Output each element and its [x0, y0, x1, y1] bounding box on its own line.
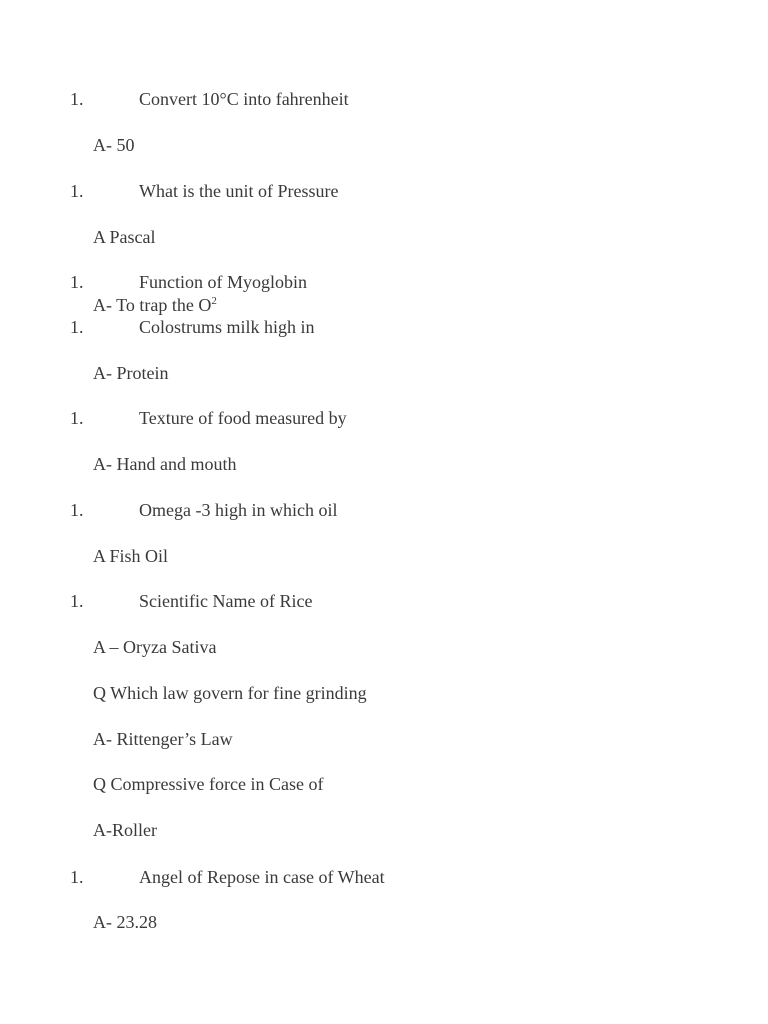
question-text: Angel of Repose in case of Wheat	[139, 867, 385, 887]
question-text: Function of Myoglobin	[139, 272, 308, 292]
answer-text: A- Rittenger’s Law	[93, 729, 233, 749]
answer-superscript: 2	[211, 295, 217, 307]
item-number: 1.	[70, 500, 84, 520]
question-text: Scientific Name of Rice	[139, 591, 313, 611]
answer-text: A – Oryza Sativa	[93, 637, 217, 657]
item-number: 1.	[70, 89, 84, 109]
answer-text: A Fish Oil	[93, 546, 169, 566]
question-text: What is the unit of Pressure	[139, 181, 339, 201]
item-number: 1.	[70, 181, 84, 201]
answer-text: A- Protein	[93, 363, 169, 383]
answer-text: A-Roller	[93, 820, 157, 840]
question-text: Colostrums milk high in	[139, 317, 315, 337]
answer-text: A Pascal	[93, 227, 156, 247]
question-text: Q Which law govern for fine grinding	[93, 683, 367, 703]
answer-text: A- 50	[93, 135, 135, 155]
item-number: 1.	[70, 272, 84, 292]
answer-text: A- Hand and mouth	[93, 454, 237, 474]
answer-main: A- To trap the O	[93, 295, 212, 315]
item-number: 1.	[70, 317, 84, 337]
question-text: Q Compressive force in Case of	[93, 774, 324, 794]
answer-text: A- 23.28	[93, 912, 157, 932]
item-number: 1.	[70, 591, 84, 611]
question-text: Convert 10°C into fahrenheit	[139, 89, 349, 109]
item-number: 1.	[70, 408, 84, 428]
question-text: Texture of food measured by	[139, 408, 347, 428]
item-number: 1.	[70, 867, 84, 887]
answer-text	[93, 294, 217, 316]
question-text: Omega -3 high in which oil	[139, 500, 338, 520]
